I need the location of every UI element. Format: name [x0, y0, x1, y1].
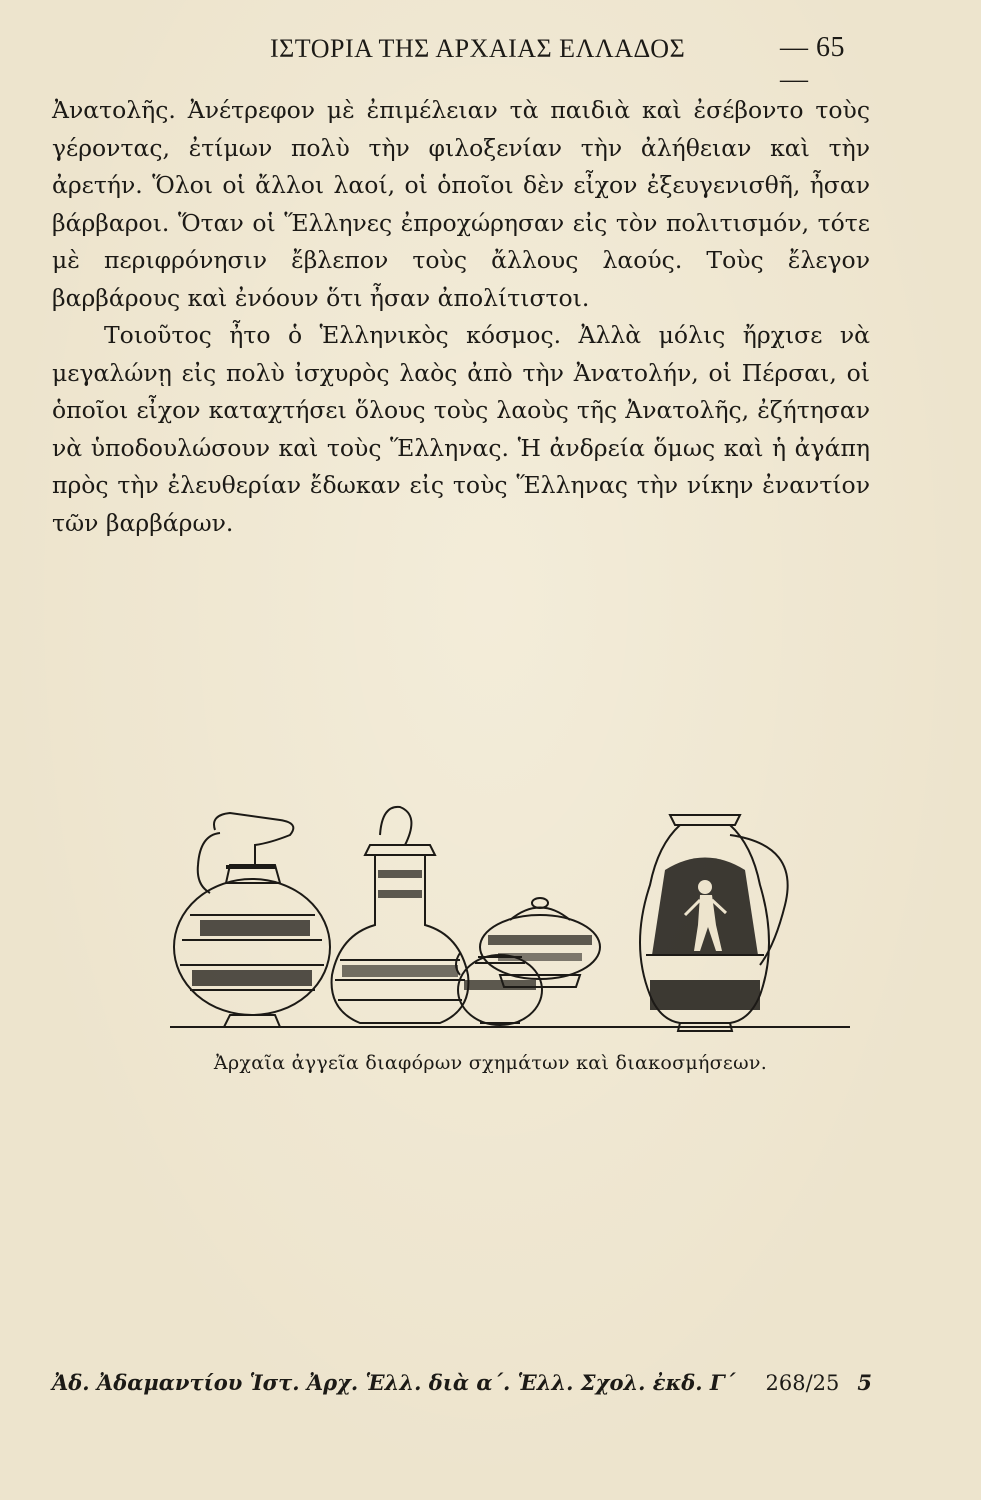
paragraph-1: Ἀνατολῆς. Ἀνέτρεφον μὲ ἐπιμέλειαν τὰ παιδιὰ καὶ ἐσέβοντο τοὺς γέροντας, ἐτίμων πολὺ τὴν φιλοξενίαν τὴν ἀλήθειαν καὶ τὴν ἀρετήν. Ὅλοι οἱ ἄλλοι λαοί, οἱ ὁποῖοι δὲν εἶχον ἐξευγενισθῆ, ἦσαν βάρβαροι. Ὅταν οἱ Ἕλληνες ἐπροχώρησαν εἰς τὸν πολιτισμόν, τότε μὲ περιφρόνησιν ἔβλεπον τοὺς ἄλλους λαούς. Τοὺς ἔλεγον βαρβάρους καὶ ἐνόουν ὅτι ἦσαν ἀπολίτιστοι. [52, 96, 870, 312]
paragraph-2: Τοιοῦτος ἦτο ὁ Ἑλληνικὸς κόσμος. Ἀλλὰ μόλις ἤρχισε νὰ μεγαλώνῃ εἰς πολὺ ἰσχυρὸς λαὸς ἀπὸ τὴν Ἀνατολήν, οἱ Πέρσαι, οἱ ὁποῖοι εἶχον καταχτήσει ὅλους τοὺς λαοὺς τῆς Ἀνατολῆς, ἐζήτησαν νὰ ὑποδουλώσουν καὶ τοὺς Ἕλληνας. Ἡ ἀνδρεία ὅμως καὶ ἡ ἀγάπη πρὸς τὴν ἐλευθερίαν ἔδωκαν εἰς τοὺς Ἕλληνας τὴν νίκην ἐναντίον τῶν βαρβάρων. [52, 321, 870, 537]
vases-illustration [160, 775, 860, 1035]
figure-caption: Ἀρχαῖα ἀγγεῖα διαφόρων σχημάτων καὶ διακοσμήσεων. [213, 1052, 768, 1074]
footer-imprint: Ἀδ. Ἀδαμαντίου Ἱστ. Ἀρχ. Ἑλλ. διὰ α΄. Ἑλλ. Σχολ. ἐκδ. Γ΄ [52, 1370, 736, 1395]
footer-code: 268/25 [765, 1371, 840, 1395]
body-text [52, 92, 870, 542]
running-head [270, 30, 870, 95]
pyxis-decoration [488, 935, 592, 961]
page-number: — 65 — [780, 32, 845, 95]
printer-footer [52, 1370, 872, 1395]
flask-vase [332, 807, 469, 1023]
small-pot-decoration [464, 980, 536, 990]
footer-right [765, 1370, 872, 1395]
footer-signature: 5 [857, 1370, 872, 1395]
running-head-title: ΙΣΤΟΡΙΑ ΤΗΣ ΑΡΧΑΙΑΣ ΕΛΛΑΔΟΣ [270, 34, 686, 63]
vases-drawing [160, 775, 860, 1035]
